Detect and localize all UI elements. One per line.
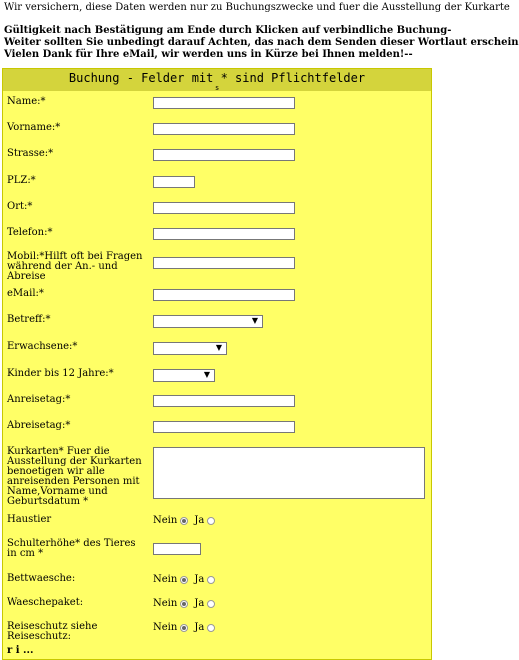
- telefon-label: Telefon:*: [7, 227, 53, 238]
- bettwaesche-ja-radio[interactable]: [207, 576, 215, 584]
- vorname-label: Vorname:*: [7, 122, 61, 133]
- waesche-ja-radio[interactable]: [207, 600, 215, 608]
- name-input[interactable]: [153, 97, 295, 109]
- email-label: eMail:*: [7, 288, 44, 299]
- mobil-label: Mobil:*Hilft oft bei Fragen während der An.- und Abreise: [7, 251, 143, 282]
- chevron-down-icon: ▼: [251, 316, 258, 325]
- strasse-input[interactable]: [153, 149, 295, 161]
- waesche-label: Waeschepaket:: [7, 597, 84, 608]
- plz-input[interactable]: [153, 176, 195, 188]
- anreise-label: Anreisetag:*: [7, 394, 71, 405]
- betreff-select[interactable]: [153, 315, 263, 328]
- ort-input[interactable]: [153, 202, 295, 214]
- ort-label: Ort:*: [7, 201, 33, 212]
- reiseschutz-ja-radio[interactable]: [207, 624, 215, 632]
- plz-label: PLZ:*: [7, 175, 36, 186]
- anreise-input[interactable]: [153, 395, 295, 407]
- schulter-input[interactable]: [153, 543, 201, 555]
- mobil-input[interactable]: [153, 257, 295, 269]
- bettwaesche-nein-radio[interactable]: [180, 576, 188, 584]
- nein-label: Nein: [153, 622, 178, 633]
- haustier-nein-radio[interactable]: [180, 517, 188, 525]
- form-title: Buchung - Felder mit * sind Pflichtfelder: [68, 71, 366, 85]
- form-subtitle: s: [215, 84, 220, 92]
- abreise-label: Abreisetag:*: [7, 420, 71, 431]
- kurkarten-label: Kurkarten* Fuer die Ausstellung der Kurkarten benoetigen wir alle anreisenden Personen mit Name,Vorname und Geburtsdatum *: [7, 446, 142, 507]
- bettwaesche-radio-group: [153, 574, 221, 586]
- intro-text: [4, 2, 519, 61]
- schulter-label: Schulterhöhe* des Tieres in cm *: [7, 538, 136, 559]
- booking-form: [2, 68, 432, 660]
- ja-label: Ja: [194, 622, 205, 633]
- reiseschutz-label: Reiseschutz siehe Reiseschutz:: [7, 621, 98, 642]
- haustier-ja-radio[interactable]: [207, 517, 215, 525]
- reiseschutz-nein-radio[interactable]: [180, 624, 188, 632]
- reiseschutz-radio-group: [153, 622, 221, 634]
- privacy-notice: Wir versichern, diese Daten werden nur zu Buchungszwecke und fuer die Ausstellung der Kurkarte: [4, 2, 510, 13]
- betreff-label: Betreff:*: [7, 314, 51, 325]
- nein-label: Nein: [153, 515, 178, 526]
- kinder-label: Kinder bis 12 Jahre:*: [7, 368, 114, 379]
- name-label: Name:*: [7, 96, 46, 107]
- waesche-radio-group: [153, 598, 221, 610]
- erwachsene-select[interactable]: [153, 342, 227, 355]
- thanks-notice: Vielen Dank für Ihre eMail, wir werden uns in Kürze bei Ihnen melden!--: [4, 49, 413, 60]
- vorname-input[interactable]: [153, 123, 295, 135]
- waesche-nein-radio[interactable]: [180, 600, 188, 608]
- chevron-down-icon: ▼: [203, 370, 210, 379]
- nein-label: Nein: [153, 574, 178, 585]
- telefon-input[interactable]: [153, 228, 295, 240]
- kinder-select[interactable]: [153, 369, 215, 382]
- ja-label: Ja: [194, 598, 205, 609]
- abreise-input[interactable]: [153, 421, 295, 433]
- erwachsene-label: Erwachsene:*: [7, 341, 78, 352]
- bettwaesche-label: Bettwaesche:: [7, 573, 76, 584]
- nein-label: Nein: [153, 598, 178, 609]
- kurkarten-textarea[interactable]: [153, 447, 425, 499]
- haustier-radio-group: [153, 515, 221, 527]
- chevron-down-icon: ▼: [215, 343, 222, 352]
- truncated-next-label: r i ...: [7, 645, 34, 656]
- confirmation-notice: Weiter sollten Sie unbedingt darauf Achten, das nach dem Senden dieser Wortlaut erschein: [4, 37, 519, 48]
- email-input[interactable]: [153, 289, 295, 301]
- strasse-label: Strasse:*: [7, 148, 54, 159]
- form-header: [3, 69, 431, 91]
- ja-label: Ja: [194, 574, 205, 585]
- validity-notice: Gültigkeit nach Bestätigung am Ende durch Klicken auf verbindliche Buchung-: [4, 25, 452, 36]
- haustier-label: Haustier: [7, 514, 52, 525]
- ja-label: Ja: [194, 515, 205, 526]
